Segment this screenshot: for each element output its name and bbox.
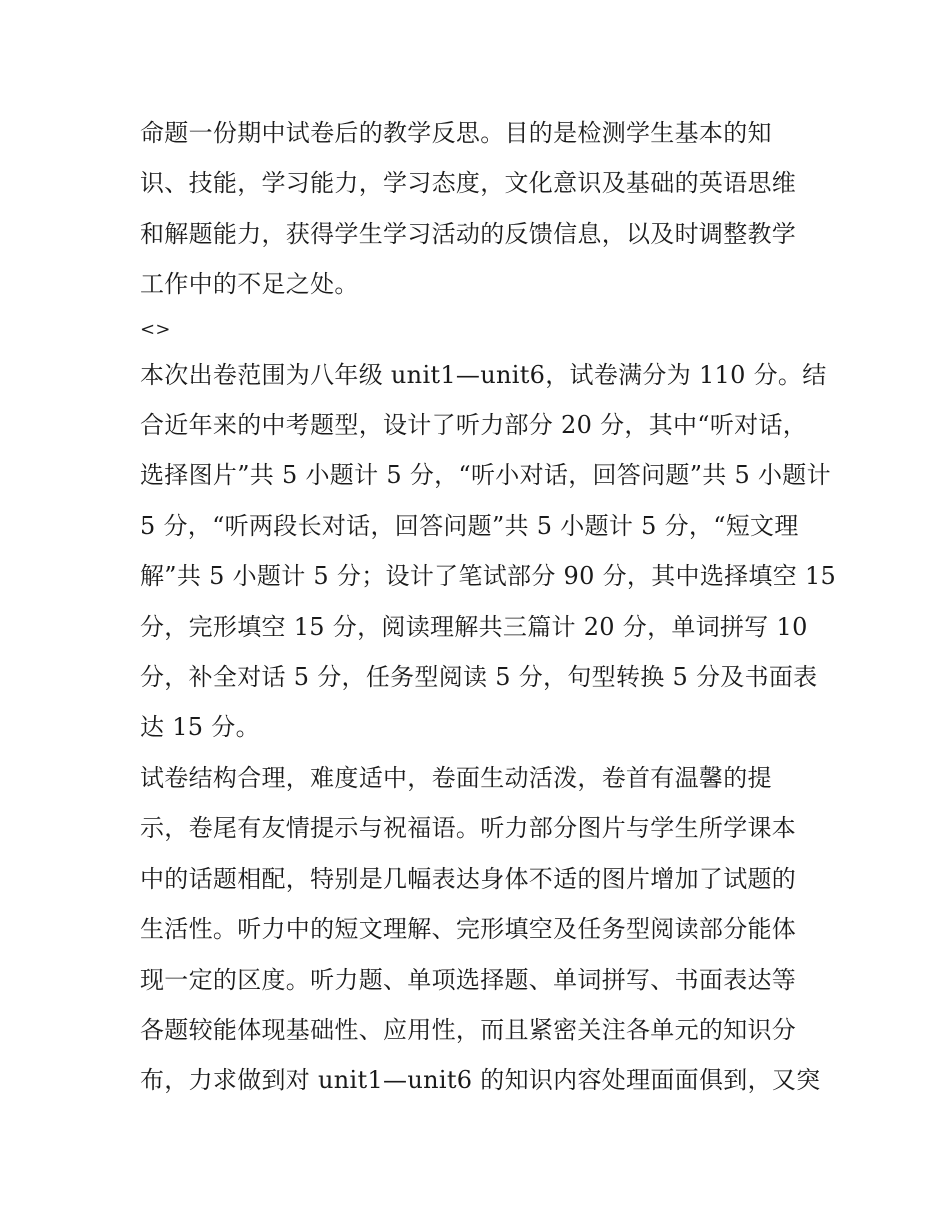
- text-line: 分，完形填空 15 分，阅读理解共三篇计 20 分，单词拼写 10: [140, 612, 808, 641]
- document-page: [140, 108, 837, 1106]
- text-line: 合近年来的中考题型，设计了听力部分 20 分，其中“听对话，: [140, 411, 808, 440]
- text-line: 各题较能体现基础性、应用性，而且紧密关注各单元的知识分: [140, 1015, 797, 1044]
- text-line: 解”共 5 小题计 5 分；设计了笔试部分 90 分，其中选择填空 15: [140, 562, 837, 591]
- text-line: 选择图片”共 5 小题计 5 分，“听小对话，回答问题”共 5 小题计: [140, 461, 831, 490]
- text-line: 分，补全对话 5 分，任务型阅读 5 分，句型转换 5 分及书面表: [140, 663, 818, 692]
- text-line: 和解题能力，获得学生学习活动的反馈信息，以及时调整教学: [140, 219, 797, 248]
- text-line: 5 分，“听两段长对话，回答问题”共 5 小题计 5 分，“短文理: [140, 511, 799, 540]
- text-line: 工作中的不足之处。: [140, 270, 359, 299]
- exam-structure-paragraph: [140, 753, 820, 1106]
- text-line: 本次出卷范围为八年级 unit1—unit6，试卷满分为 110 分。结: [140, 360, 827, 389]
- text-line: 中的话题相配，特别是几幅表达身体不适的图片增加了试题的: [140, 864, 797, 893]
- text-line: 示，卷尾有友情提示与祝福语。听力部分图片与学生所学课本: [140, 814, 797, 843]
- text-line: 试卷结构合理，难度适中，卷面生动活泼，卷首有温馨的提: [140, 763, 772, 792]
- text-line: 达 15 分。: [140, 713, 260, 742]
- exam-scope-paragraph: [140, 350, 837, 753]
- intro-paragraph: [140, 108, 820, 310]
- text-line: 生活性。听力中的短文理解、完形填空及任务型阅读部分能体: [140, 915, 797, 944]
- section-marker: <>: [140, 318, 171, 340]
- text-line: 命题一份期中试卷后的教学反思。目的是检测学生基本的知: [140, 119, 772, 147]
- text-line: 识、技能，学习能力，学习态度，文化意识及基础的英语思维: [140, 169, 797, 198]
- text-line: 现一定的区度。听力题、单项选择题、单词拼写、书面表达等: [140, 965, 797, 994]
- text-line: 布，力求做到对 unit1—unit6 的知识内容处理面面俱到，又突: [140, 1066, 821, 1095]
